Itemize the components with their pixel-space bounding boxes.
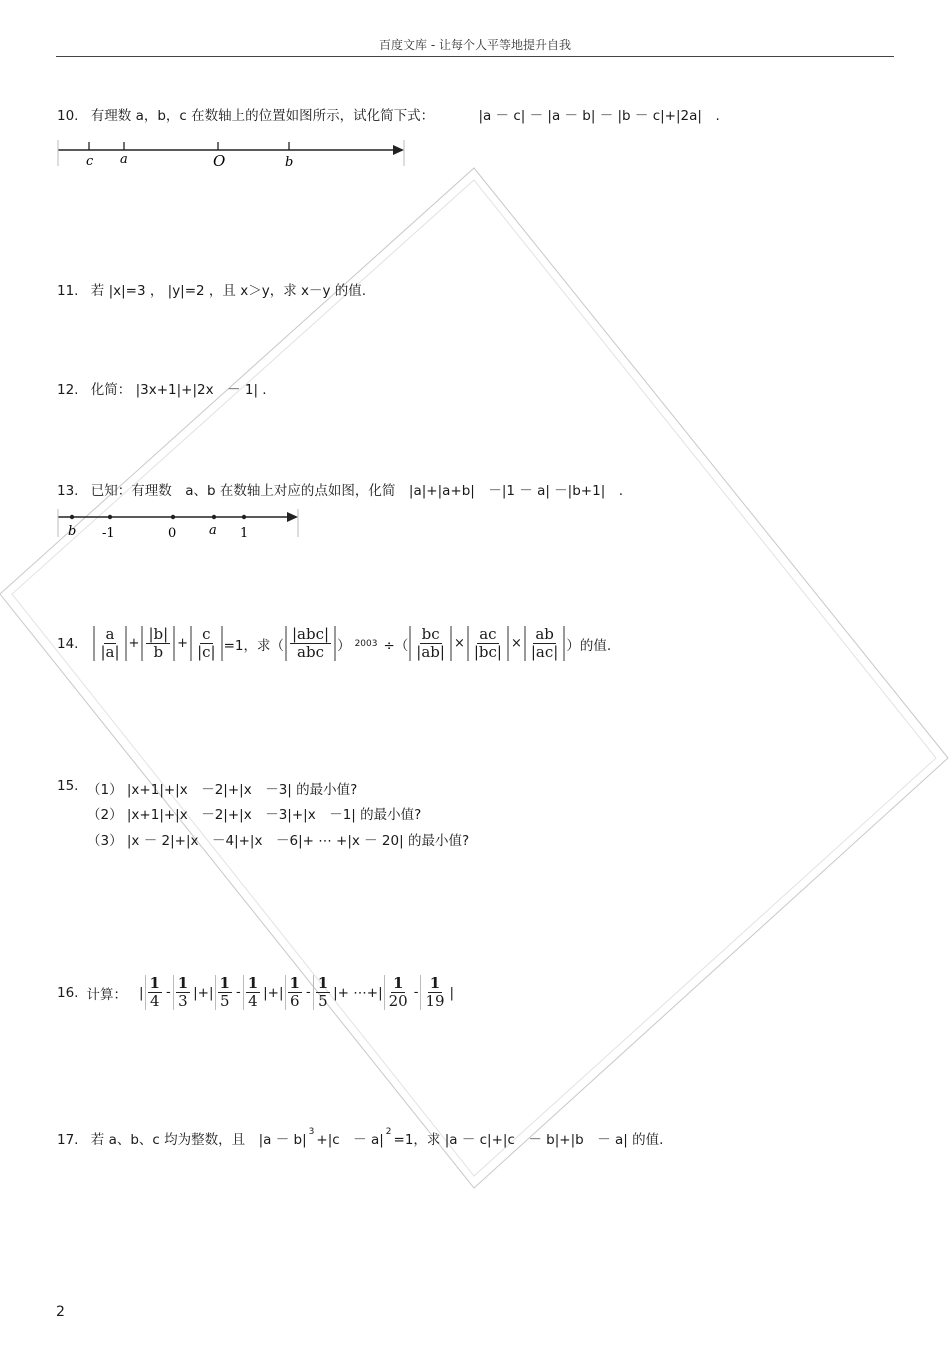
problem-11 bbox=[57, 279, 366, 299]
point-label-a: a bbox=[209, 523, 217, 538]
problem-17: 17. 若 a、b、c 均为整数，且 |a － b| $^3$ +|c － a| $^2$ =1，求 |a － c|+|c － b|+|b － a| 的值. bbox=[57, 1127, 664, 1148]
problem-number: 11. bbox=[57, 283, 79, 299]
problem-15 bbox=[57, 778, 78, 794]
problem-13 bbox=[57, 479, 623, 499]
fraction-c: $\frac{c}{|c|}$ bbox=[190, 626, 223, 661]
problem-number: 13. bbox=[57, 483, 79, 499]
problem-15-part-3: （3） |x － 2|+|x －4|+|x －6|+ ⋯ +|x － 20| 的最小值? bbox=[87, 833, 470, 849]
tail-text: ）的值. bbox=[566, 637, 612, 654]
problem-10 bbox=[57, 104, 720, 124]
header-rule bbox=[56, 56, 894, 57]
fraction-a: $\frac{a}{|a|}$ bbox=[93, 626, 126, 661]
problem-number: 17. bbox=[57, 1132, 79, 1148]
number-line-13 bbox=[56, 507, 302, 541]
fraction-1-20: $\frac{1}{20}$ bbox=[384, 975, 412, 1010]
problem-number: 12. bbox=[57, 382, 79, 398]
point-label-c: c bbox=[86, 154, 94, 169]
problem-14: 14. $\frac{a}{|a|}$ + $\frac{|b|}{b}$ + $\frac{c}{|c|}$ =1，求（ $\frac{\text{|abc|}}{\text{abc}}$ ） 2003 ÷（ $\frac{bc}{|ab|}$ × $\frac{ac}{|bc|}$ × $\frac{ab}{|ac|}$ ）的值. bbox=[57, 625, 612, 661]
fraction-ab: $\frac{ab}{|ac|}$ bbox=[524, 626, 565, 661]
problem-number: 14. bbox=[57, 635, 79, 652]
exponent: 2003 bbox=[354, 638, 378, 649]
point-label-zero: 0 bbox=[168, 526, 177, 541]
problem-12 bbox=[57, 378, 267, 398]
problem-number: 16. bbox=[57, 984, 79, 1001]
fraction-1-5b: $\frac{1}{5}$ bbox=[313, 975, 332, 1010]
page-number: 2 bbox=[56, 1304, 65, 1320]
problem-expression: |a － c| － |a － b| － |b － c|+|2a| . bbox=[478, 108, 720, 124]
number-line-10 bbox=[56, 136, 408, 170]
problem-label: 计算： bbox=[86, 986, 127, 1003]
point-label-a: a bbox=[120, 152, 128, 167]
fraction-1-4: $\frac{1}{4}$ bbox=[145, 975, 164, 1010]
fraction-1-19: $\frac{1}{19}$ bbox=[420, 975, 448, 1010]
fraction-1-5: $\frac{1}{5}$ bbox=[215, 975, 234, 1010]
page-header: 百度文库 - 让每个人平等地提升自我 bbox=[379, 38, 571, 52]
problem-number: 15. bbox=[57, 778, 79, 794]
problem-text: 有理数 a，b，c 在数轴上的位置如图所示，试化简下式： bbox=[90, 108, 435, 124]
fraction-abc: $\frac{\text{|abc|}}{\text{abc}}$ bbox=[285, 626, 336, 661]
equation-text: =1，求（ bbox=[223, 637, 284, 654]
point-label-b: b bbox=[285, 155, 294, 170]
problem-16: 16. 计算： | $\frac{1}{4}$ - $\frac{1}{3}$ |+| $\frac{1}{5}$ - $\frac{1}{4}$ |+| $\frac{1}{6}$ - $\frac{1}{5}$ |+ ⋯+| $\frac{1}{20}$ - $\frac{1}{19}$ | bbox=[57, 974, 455, 1010]
fraction-1-3: $\frac{1}{3}$ bbox=[173, 975, 192, 1010]
problem-text: 化简： |3x+1|+|2x － 1| . bbox=[90, 382, 267, 398]
fraction-ac: $\frac{ac}{|bc|}$ bbox=[467, 626, 509, 661]
divide-text: ÷（ bbox=[383, 637, 409, 654]
problem-15-part-2: （2） |x+1|+|x －2|+|x －3|+|x －1| 的最小值? bbox=[87, 807, 422, 823]
fraction-bc: $\frac{bc}{|ab|}$ bbox=[409, 626, 452, 661]
problem-15-part-1: （1） |x+1|+|x －2|+|x －3| 的最小值? bbox=[87, 782, 358, 798]
point-label-one: 1 bbox=[240, 526, 249, 541]
fraction-b: $\frac{|b|}{b}$ bbox=[141, 626, 175, 661]
problem-text: 若 |x|=3 ， |y|=2 ，且 x＞y，求 x－y 的值. bbox=[90, 283, 367, 299]
point-label-b: b bbox=[68, 524, 77, 539]
paren-close: ） bbox=[337, 637, 351, 654]
fraction-1-4b: $\frac{1}{4}$ bbox=[243, 975, 262, 1010]
problem-number: 10. bbox=[57, 108, 79, 124]
fraction-1-6: $\frac{1}{6}$ bbox=[285, 975, 304, 1010]
point-label-origin: O bbox=[213, 152, 226, 170]
problem-text: 已知：有理数 a、b 在数轴上对应的点如图，化简 |a|+|a+b| －|1 － a| －|b+1| . bbox=[90, 483, 624, 499]
point-label-neg1: -1 bbox=[102, 526, 115, 541]
